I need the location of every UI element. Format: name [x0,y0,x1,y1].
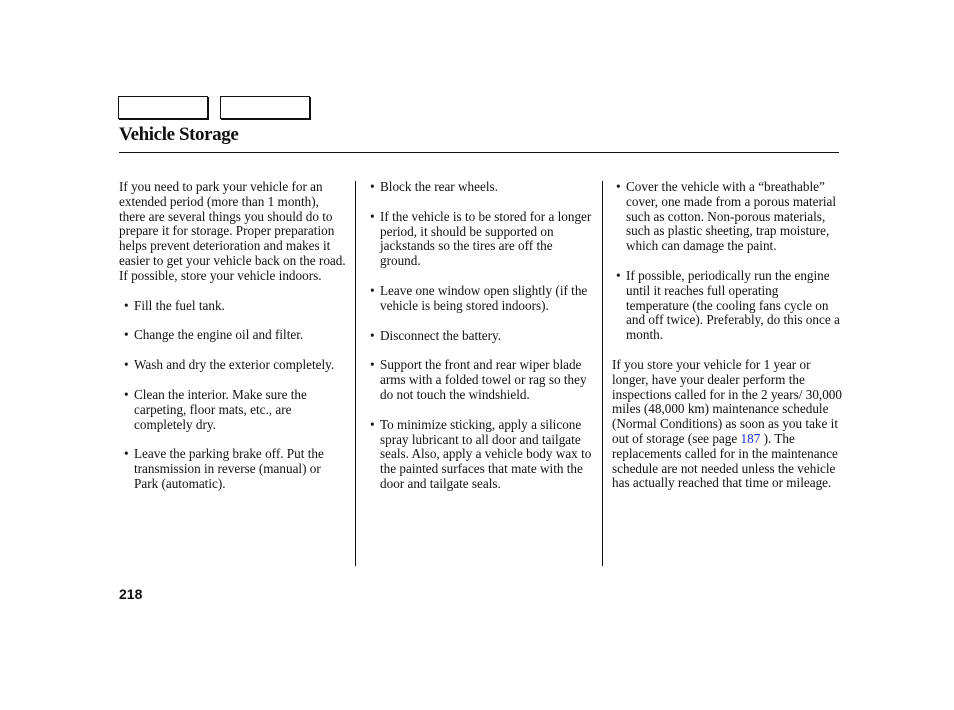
list-item: • Fill the fuel tank. [124,299,347,314]
bullet-list-1 [124,299,347,492]
column-2 [370,180,596,507]
page-reference-link[interactable]: 187 [740,430,761,446]
bullet-list-2 [370,180,596,492]
list-item: • Clean the interior. Make sure the carpeting, floor mats, etc., are completely dry. [124,388,347,432]
nav-button-2[interactable] [220,96,310,119]
list-item: • If the vehicle is to be stored for a longer period, it should be supported on jackstands so the tires are off the ground. [370,210,596,269]
list-item: • Leave one window open slightly (if the vehicle is being stored indoors). [370,284,596,314]
list-item: • Cover the vehicle with a “breathable” cover, one made from a porous material such as cotton. Non-porous materials, such as plastic sheeting, trap moisture, which can damage the paint. [616,180,844,254]
intro-paragraph: If you need to park your vehicle for an extended period (more than 1 month), there are several things you should do to prepare it for storage. Proper preparation helps prevent deterioration and makes it easier to get your vehicle back on the road. If possible, store your vehicle indoors. [119,179,346,283]
column-divider-1 [355,181,356,566]
list-item: • Disconnect the battery. [370,329,596,344]
column-divider-2 [602,181,603,566]
page-title: Vehicle Storage [119,124,239,145]
list-item: • If possible, periodically run the engine until it reaches full operating temperature (the cooling fans cycle on and off twice). Preferably, do this once a month. [616,269,844,343]
column-3 [612,179,844,506]
list-item: • Wash and dry the exterior completely. [124,358,347,373]
list-item: • Leave the parking brake off. Put the transmission in reverse (manual) or Park (automatic). [124,447,347,491]
title-rule [119,152,839,153]
column-1 [119,180,347,507]
list-item: • Support the front and rear wiper blade arms with a folded towel or rag so they do not touch the windshield. [370,358,596,402]
list-item: • Block the rear wheels. [370,180,596,195]
page-number: 218 [119,586,143,602]
bullet-list-3 [616,180,844,343]
list-item: • To minimize sticking, apply a silicone spray lubricant to all door and tailgate seals. Also, apply a vehicle body wax to the painted surfaces that mate with the door and tailgate seals. [370,418,596,492]
closing-paragraph [612,358,844,491]
nav-button-1[interactable] [118,96,208,119]
closing-text-after: ). The replacements called for in the maintenance schedule are not needed unless the vehicle has actually reached that time or mileage. [612,430,838,491]
list-item: • Change the engine oil and filter. [124,328,347,343]
closing-text-before: If you store your vehicle for 1 year or longer, have your dealer perform the inspections called for in the 2 years/ 30,000 miles (48,000 km) maintenance schedule (Normal Conditions) as soon as you take it out of storage (see page [612,356,842,446]
